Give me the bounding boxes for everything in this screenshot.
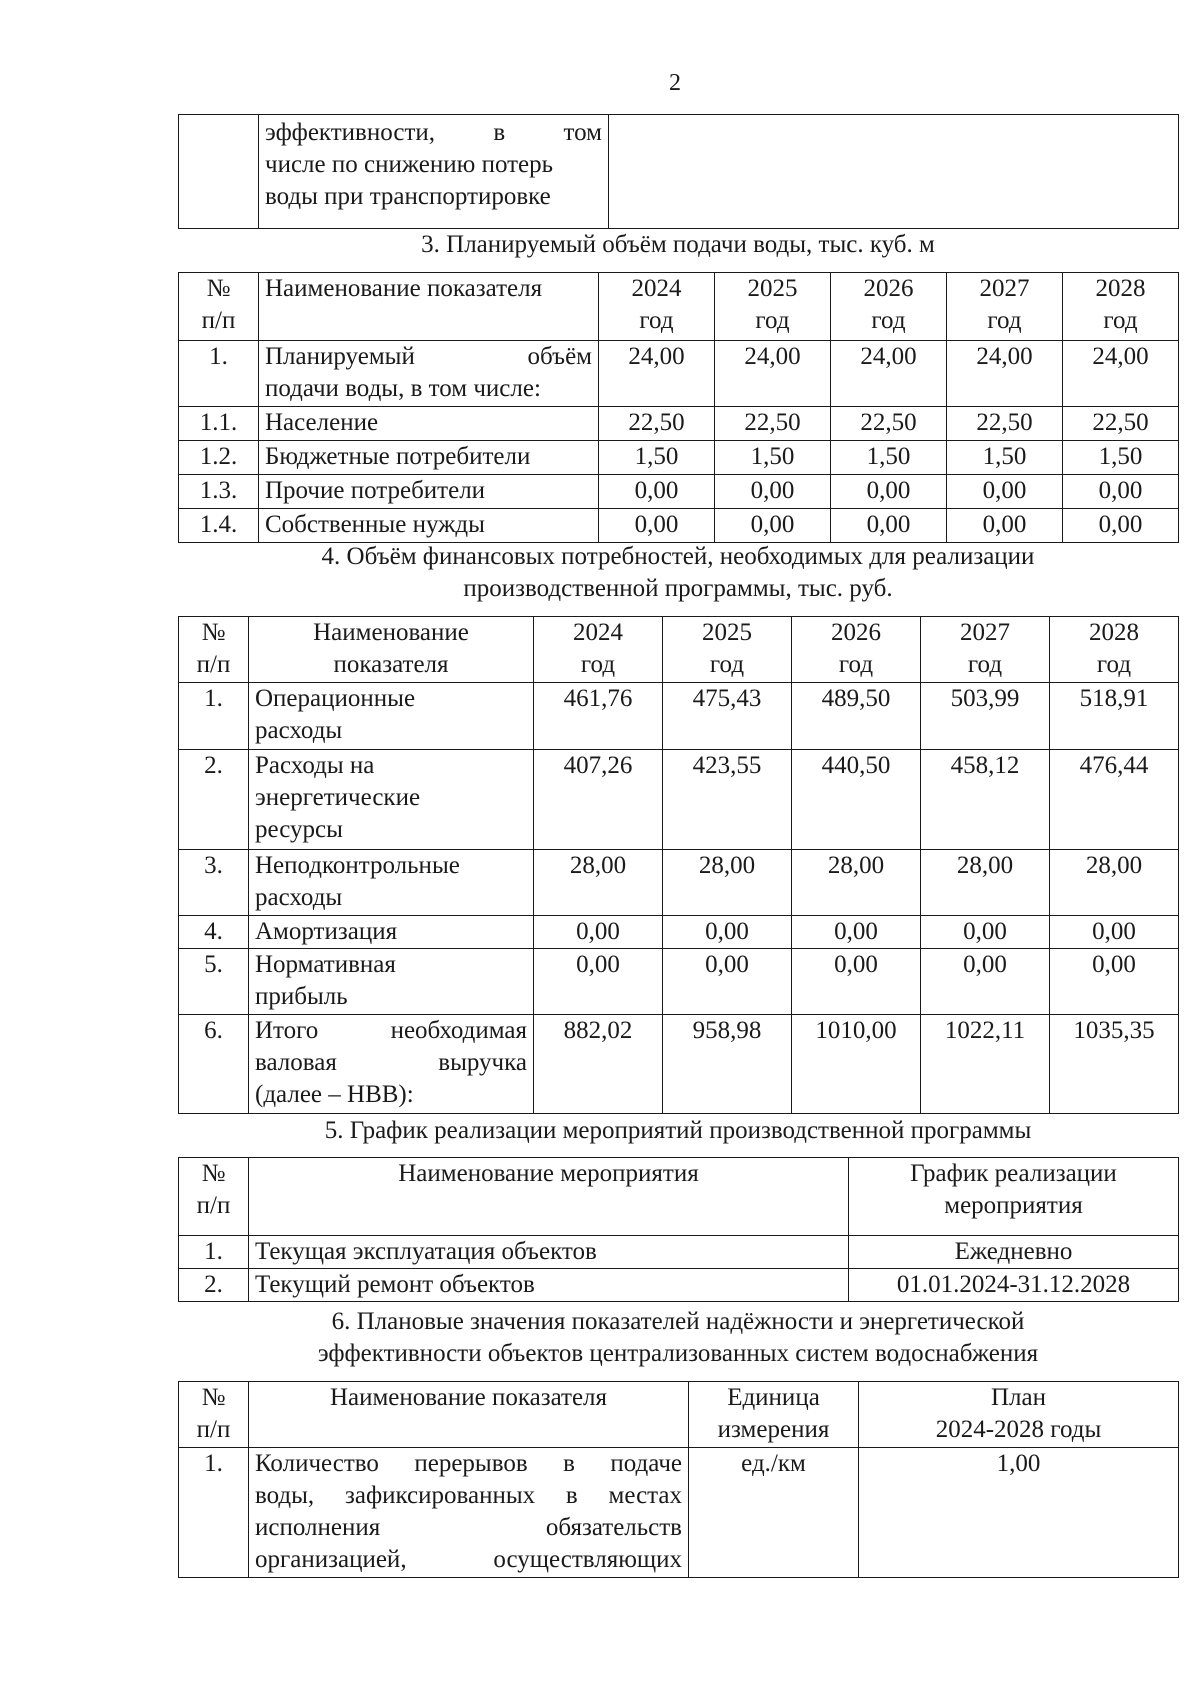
continuation-line: воды при транспортировке: [265, 183, 551, 210]
row-value: 0,00: [715, 509, 831, 543]
row-name: Нормативная прибыль: [249, 949, 534, 1015]
section5-table: [178, 1157, 1179, 1302]
row-value: 518,91: [1050, 683, 1179, 750]
header-year: 2025 год: [663, 617, 792, 683]
row-value: 423,55: [663, 750, 792, 850]
row-value: 24,00: [1063, 341, 1179, 407]
row-value: 1,50: [599, 441, 715, 475]
header-year: 2026 год: [831, 273, 947, 341]
row-name-line: исполнения обязательств: [255, 1514, 682, 1541]
row-value: 1,50: [947, 441, 1063, 475]
row-num: 1.3.: [179, 475, 259, 509]
row-name: Бюджетные потребители: [259, 441, 599, 475]
continuation-line: числе по снижению потерь: [265, 151, 554, 178]
row-value: 24,00: [599, 341, 715, 407]
row-value: 0,00: [1063, 475, 1179, 509]
row-name: Прочие потребители: [259, 475, 599, 509]
header-unit: Единица измерения: [689, 1382, 859, 1448]
continuation-line: эффективности, в том: [265, 119, 602, 146]
row-num: 1.1.: [179, 407, 259, 441]
row-name: Собственные нужды: [259, 509, 599, 543]
row-num: 1.: [179, 341, 259, 407]
row-name-line: воды, зафиксированных в местах: [255, 1482, 682, 1509]
row-name: Амортизация: [249, 916, 534, 949]
row-num: 1.: [179, 683, 249, 750]
table-row: [179, 1015, 1179, 1114]
row-value: 0,00: [947, 509, 1063, 543]
row-value: 24,00: [715, 341, 831, 407]
row-value: 0,00: [792, 916, 921, 949]
row-value: 0,00: [831, 509, 947, 543]
row-value: 28,00: [534, 850, 663, 916]
row-value: 458,12: [921, 750, 1050, 850]
section6-title: [178, 1306, 1178, 1370]
table-row: [179, 475, 1179, 509]
row-value: 0,00: [1063, 509, 1179, 543]
header-schedule: График реализации мероприятия: [849, 1158, 1179, 1236]
row-name-line: организацией, осуществляющих: [255, 1546, 682, 1573]
section6-title-line: 6. Плановые значения показателей надёжности и энергетической: [331, 1308, 1025, 1335]
row-value: 28,00: [921, 850, 1050, 916]
row-name: Население: [259, 407, 599, 441]
row-value: 958,98: [663, 1015, 792, 1114]
row-num: 2.: [179, 750, 249, 850]
row-name: Операционные расходы: [249, 683, 534, 750]
header-num: № п/п: [179, 273, 259, 341]
header-year: 2024 год: [534, 617, 663, 683]
table-row: [179, 509, 1179, 543]
header-name: Наименование мероприятия: [249, 1158, 849, 1236]
row-value: 1,50: [715, 441, 831, 475]
row-value: 0,00: [792, 949, 921, 1015]
header-name: Наименование показателя: [259, 273, 599, 341]
row-value: 0,00: [1050, 949, 1179, 1015]
section4-title-line: производственной программы, тыс. руб.: [463, 575, 893, 602]
table-row: [179, 341, 1179, 407]
header-name: Наименование показателя: [249, 617, 534, 683]
table-row: [179, 850, 1179, 916]
table-header-row: [179, 617, 1179, 683]
row-schedule: Ежедневно: [849, 1236, 1179, 1269]
header-num: № п/п: [179, 1382, 249, 1448]
header-year: 2024 год: [599, 273, 715, 341]
section3-table: [178, 272, 1179, 543]
header-year: 2027 год: [947, 273, 1063, 341]
header-name: Наименование показателя: [249, 1382, 689, 1448]
row-value: 28,00: [663, 850, 792, 916]
table-row: [179, 916, 1179, 949]
section6-title-line: эффективности объектов централизованных систем водоснабжения: [317, 1340, 1039, 1367]
row-value: 407,26: [534, 750, 663, 850]
continuation-table: [178, 114, 1179, 229]
row-name-line: Планируемый объём: [265, 343, 592, 370]
row-value: 0,00: [534, 949, 663, 1015]
row-value: 22,50: [831, 407, 947, 441]
row-value: 475,43: [663, 683, 792, 750]
row-name: [259, 341, 599, 407]
row-value: 476,44: [1050, 750, 1179, 850]
row-value: 440,50: [792, 750, 921, 850]
header-year: 2026 год: [792, 617, 921, 683]
row-name: [249, 1015, 534, 1114]
row-value: 1,50: [831, 441, 947, 475]
row-num: 1.2.: [179, 441, 259, 475]
continuation-empty-cell: [609, 115, 1179, 229]
row-value: 22,50: [947, 407, 1063, 441]
row-num: 1.: [179, 1448, 249, 1578]
section4-title: [178, 541, 1178, 605]
row-value: 0,00: [921, 916, 1050, 949]
table-header-row: [179, 1382, 1179, 1448]
row-value: 1010,00: [792, 1015, 921, 1114]
table-row: [179, 1236, 1179, 1269]
section6-table: [178, 1381, 1179, 1578]
row-value: 28,00: [1050, 850, 1179, 916]
header-year: 2028 год: [1063, 273, 1179, 341]
table-row: [179, 683, 1179, 750]
header-year: 2028 год: [1050, 617, 1179, 683]
row-value: 461,76: [534, 683, 663, 750]
row-value: 503,99: [921, 683, 1050, 750]
row-value: 882,02: [534, 1015, 663, 1114]
row-name-line: подачи воды, в том числе:: [265, 375, 541, 402]
row-num: 3.: [179, 850, 249, 916]
row-name: Неподконтрольные расходы: [249, 850, 534, 916]
row-value: 0,00: [715, 475, 831, 509]
continuation-text-cell: [259, 115, 609, 229]
header-year: 2027 год: [921, 617, 1050, 683]
row-value: 0,00: [534, 916, 663, 949]
row-name-line: (далее – НВВ):: [255, 1081, 414, 1108]
row-name-line: валовая выручка: [255, 1049, 527, 1076]
row-name: Текущая эксплуатация объектов: [249, 1236, 849, 1269]
header-year: 2025 год: [715, 273, 831, 341]
row-name: [249, 1448, 689, 1578]
row-plan: 1,00: [859, 1448, 1179, 1578]
table-row: [179, 1448, 1179, 1578]
continuation-num-cell: [179, 115, 259, 229]
table-row: [179, 1269, 1179, 1302]
row-name: Текущий ремонт объектов: [249, 1269, 849, 1302]
row-value: 0,00: [599, 509, 715, 543]
section5-title: 5. График реализации мероприятий производственной программы: [324, 1117, 1032, 1144]
row-value: 22,50: [599, 407, 715, 441]
page-number: 2: [669, 70, 681, 96]
header-plan: План 2024-2028 годы: [859, 1382, 1179, 1448]
row-name: Расходы на энергетические ресурсы: [249, 750, 534, 850]
row-value: 0,00: [599, 475, 715, 509]
row-value: 0,00: [663, 916, 792, 949]
row-value: 24,00: [831, 341, 947, 407]
section4-table: [178, 616, 1179, 1114]
section4-title-line: 4. Объём финансовых потребностей, необходимых для реализации: [321, 543, 1035, 570]
row-value: 28,00: [792, 850, 921, 916]
header-num: № п/п: [179, 1158, 249, 1236]
row-name-line: Количество перерывов в подаче: [255, 1450, 682, 1477]
row-name-line: Итого необходимая: [255, 1017, 527, 1044]
row-num: 1.: [179, 1236, 249, 1269]
row-num: 1.4.: [179, 509, 259, 543]
row-value: 1035,35: [1050, 1015, 1179, 1114]
row-value: 1022,11: [921, 1015, 1050, 1114]
row-num: 6.: [179, 1015, 249, 1114]
row-value: 0,00: [663, 949, 792, 1015]
table-row: [179, 750, 1179, 850]
row-num: 5.: [179, 949, 249, 1015]
row-num: 2.: [179, 1269, 249, 1302]
table-header-row: [179, 1158, 1179, 1236]
row-value: 489,50: [792, 683, 921, 750]
table-row: [179, 441, 1179, 475]
row-unit: ед./км: [689, 1448, 859, 1578]
header-num: № п/п: [179, 617, 249, 683]
row-value: 22,50: [1063, 407, 1179, 441]
table-header-row: [179, 273, 1179, 341]
row-value: 1,50: [1063, 441, 1179, 475]
table-row: [179, 407, 1179, 441]
row-value: 22,50: [715, 407, 831, 441]
row-value: 0,00: [831, 475, 947, 509]
row-value: 24,00: [947, 341, 1063, 407]
section3-title: 3. Планируемый объём подачи воды, тыс. куб. м: [421, 231, 935, 258]
row-num: 4.: [179, 916, 249, 949]
row-value: 0,00: [947, 475, 1063, 509]
row-value: 0,00: [921, 949, 1050, 1015]
table-row: [179, 949, 1179, 1015]
row-schedule: 01.01.2024-31.12.2028: [849, 1269, 1179, 1302]
row-value: 0,00: [1050, 916, 1179, 949]
